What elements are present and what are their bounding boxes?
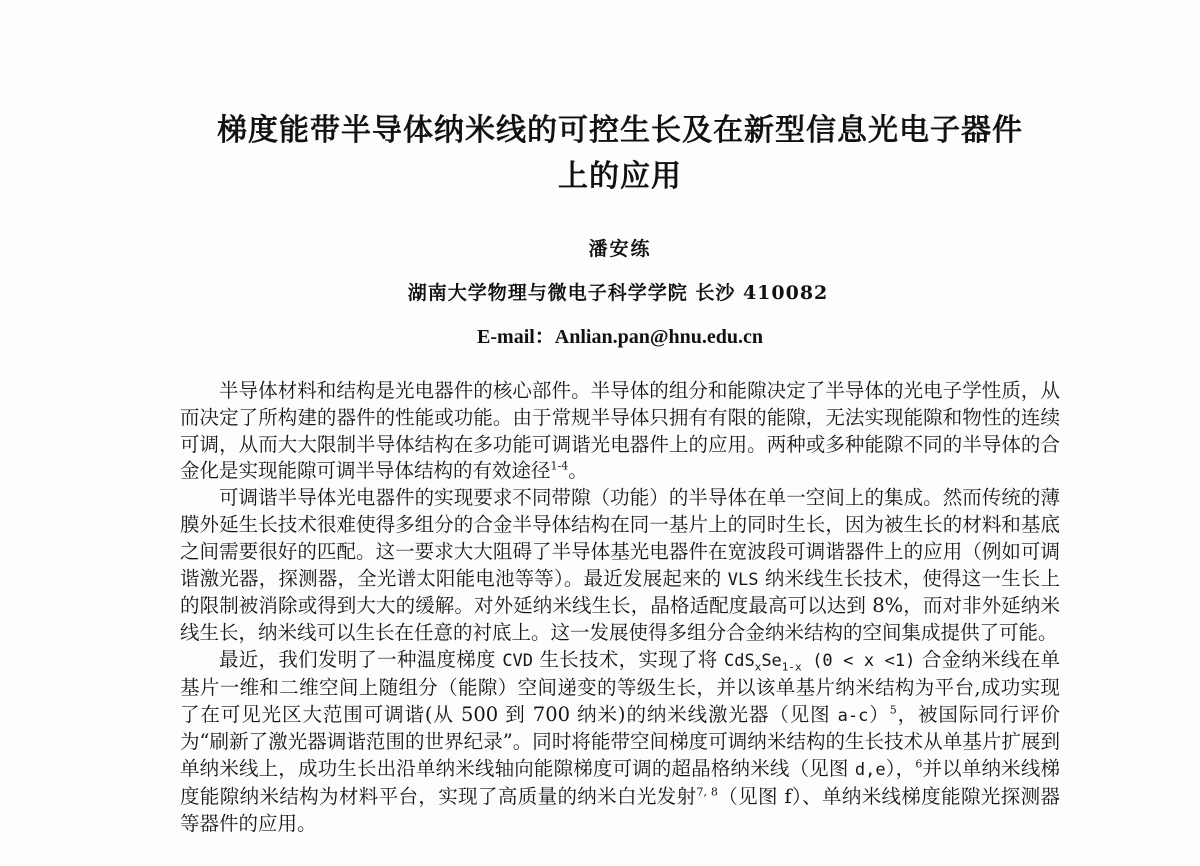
vls-term: VLS	[727, 569, 759, 590]
title-line-1: 梯度能带半导体纳米线的可控生长及在新型信息光电子器件	[217, 113, 1023, 148]
paragraph-3-text-f: ），	[885, 757, 916, 781]
author-affiliation: 湖南大学物理与微电子科学学院 长沙 410082	[407, 282, 829, 304]
formula-base: CdS	[723, 650, 755, 671]
formula-sub-x: x	[754, 660, 762, 674]
paragraph-3	[180, 647, 1060, 838]
figure-ref-d-e: d,e	[854, 760, 886, 781]
author-name: 潘安练	[588, 238, 652, 260]
paragraph-1	[180, 378, 1060, 485]
paper-title	[150, 108, 1090, 200]
author-email: E-mail：Anlian.pan@hnu.edu.cn	[477, 326, 763, 348]
paragraph-2	[180, 485, 1060, 647]
paragraph-1-end: 。	[568, 459, 588, 483]
paragraph-2-text-a: 可调谐半导体光电器件的实现要求不同带隙（功能）的半导体在单一空间上的集成。然而传统的薄膜外延生长技术很难使得多组分的合金半导体结构在同一基片上的同时生长，因为被生长的材料和基底之间需要很好的匹配。这一要求大大阻碍了半导体基光电器件在宽波段可调谐器件上的应用（例如可调谐激光器，探测器，全光谱太阳能电池等等）。最近发展起来的	[180, 486, 1060, 590]
paragraph-3-text-g: 并以单纳米线梯度能隙纳米结构为材料平台，实现了高质量的纳米白光发射	[180, 757, 1060, 808]
paragraph-3-text-b: 生长技术，实现了将	[539, 647, 718, 671]
citation-6: 6	[915, 757, 923, 771]
paragraph-3-text-h: （见图 f）、单纳米线梯度能隙光探测器等器件的应用。	[180, 784, 1060, 835]
formula-sub-1-x: 1-x	[781, 660, 802, 674]
paragraph-2-text-b: 纳米线生长技术，使得这一生长上的限制被消除或得到大大的缓解。对外延纳米线生长，晶格适配度最高可以达到 8%，而对非外延纳米线生长，纳米线可以生长在任意的衬底上。这一发展使得多组分合金纳米结构的空间集成提供了可能。	[180, 566, 1060, 645]
title-line-2: 上的应用	[558, 159, 682, 194]
paragraph-3-text-e: ，被国际同行评价为“刷新了激光器调谐范围的世界纪录”。同时将能带空间梯度可调纳米结构的生长技术从单基片扩展到单纳米线上，成功生长出沿单纳米线轴向能隙梯度可调的超晶格纳米线（见图	[180, 702, 1060, 781]
citation-5: 5	[889, 703, 897, 717]
body-text	[180, 378, 1060, 838]
formula-range: (0 < x <1)	[812, 650, 916, 671]
paragraph-3-text-c: 合金纳米线在单基片一维和二维空间上随组分（能隙）空间递变的等级生长，并以该单基片纳米结构为平台,成功实现了在可见光区大范围可调谐(从 500 到 700 纳米)的纳米线激光器（见图	[180, 647, 1060, 726]
citation-7-8: 7, 8	[696, 785, 718, 799]
figure-ref-a-c: a-c	[837, 705, 869, 726]
paragraph-3-text-a: 最近，我们发明了一种温度梯度	[219, 647, 496, 671]
paragraph-1-text: 半导体材料和结构是光电器件的核心部件。半导体的组分和能隙决定了半导体的光电子学性质，从而决定了所构建的器件的性能或功能。由于常规半导体只拥有有限的能隙，无法实现能隙和物性的连续可调，从而大大限制半导体结构在多功能可调谐光电器件上的应用。两种或多种能隙不同的半导体的合金化是实现能隙可调半导体结构的有效途径	[180, 379, 1060, 483]
cvd-term: CVD	[502, 650, 534, 671]
chemical-formula	[723, 650, 916, 674]
formula-mid: Se	[761, 650, 782, 671]
citation-1: 1-4	[550, 459, 569, 473]
paragraph-3-text-d: ）	[868, 702, 890, 726]
